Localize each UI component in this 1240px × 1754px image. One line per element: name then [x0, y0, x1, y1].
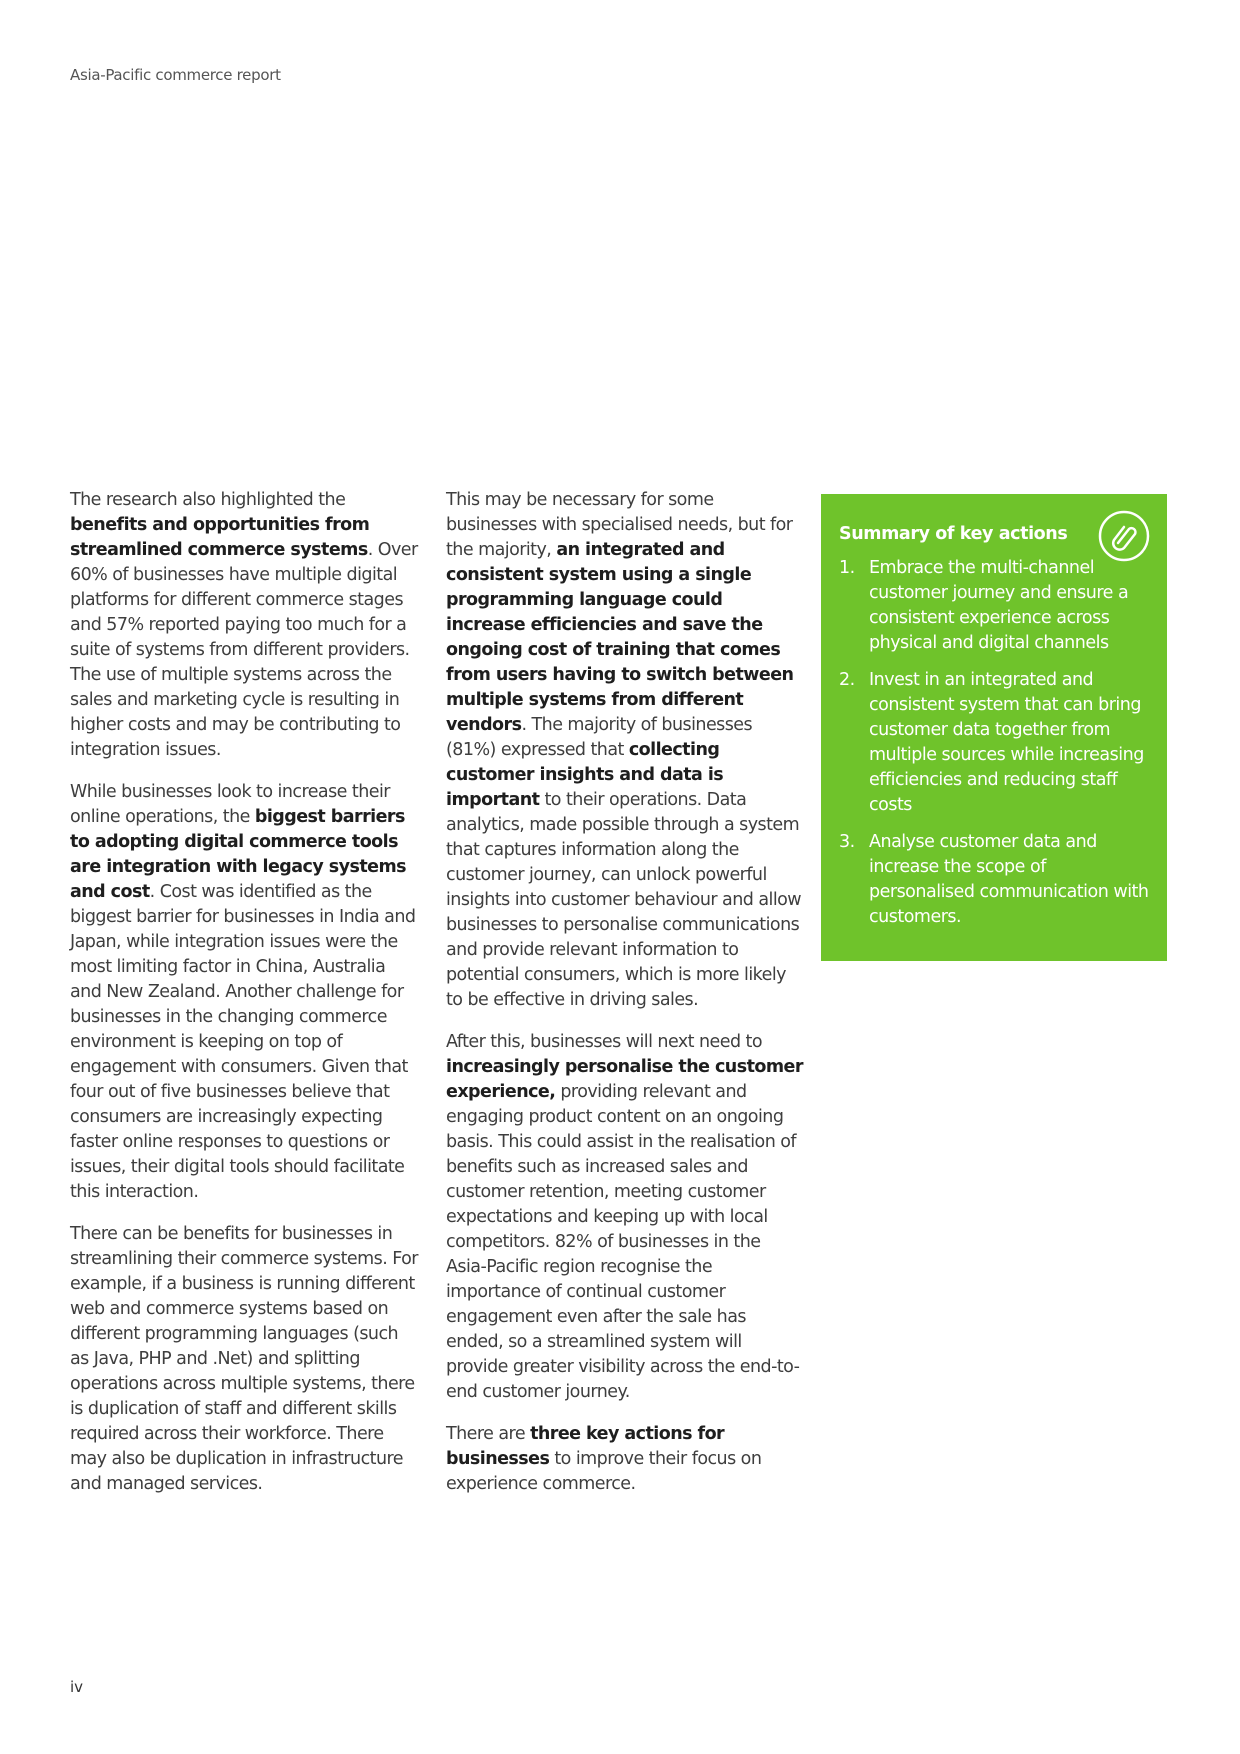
text-run: to improve their focus on experience commerce.	[446, 1449, 762, 1494]
item-text: Embrace the multi-channel customer journey and ensure a consistent experience across physical and digital channels	[869, 558, 1129, 653]
paragraph	[446, 1030, 804, 1405]
list-item	[839, 556, 1149, 656]
bold-text: biggest barriers to adopting digital commerce tools are integration with legacy systems and cost	[70, 807, 407, 902]
paragraph	[70, 780, 420, 1205]
bold-text: benefits and opportunities from streamlined commerce systems	[70, 515, 370, 560]
text-run: . Cost was identified as the biggest barrier for businesses in India and Japan, while integration issues were the most limiting factor in China, Australia and New Zealand. Another challenge for businesses in the changing commerce environment is keeping on top of engagement with consumers. Given that four out of five businesses believe that consumers are increasingly expecting faster online responses to questions or issues, their digital tools should facilitate this interaction.	[70, 882, 416, 1202]
paragraph	[70, 488, 420, 763]
bold-text: an integrated and consistent system using a single programming language could increase efficiencies and save the ongoing cost of training that comes from users having to switch between multiple systems from different vendors	[446, 540, 794, 735]
text-run: This may be necessary for some businesses with specialised needs, but for the majority,	[446, 490, 793, 560]
summary-box	[821, 494, 1167, 961]
item-number: 3.	[839, 832, 855, 852]
list-item	[839, 830, 1149, 930]
report-title: Asia-Pacific commerce report	[70, 66, 281, 84]
summary-title: Summary of key actions	[839, 524, 1068, 544]
item-text: Invest in an integrated and consistent system that can bring customer data together from multiple sources while increasing efficiencies and reducing staff costs	[869, 670, 1144, 815]
text-run: There are	[446, 1424, 531, 1444]
paragraph	[446, 1422, 804, 1497]
paperclip-icon	[1098, 510, 1150, 562]
body-column-middle	[446, 488, 804, 1514]
paragraph	[446, 488, 804, 1013]
bold-text: collecting customer insights and data is important	[446, 740, 724, 810]
text-run: providing relevant and engaging product content on an ongoing basis. This could assist in the realisation of benefits such as increased sales and customer retention, meeting customer expectations and keeping up with local competitors. 82% of businesses in the Asia-Pacific region recognise the importance of continual customer engagement even after the sale has ended, so a streamlined system will provide greater visibility across the end-to-end customer journey.	[446, 1082, 800, 1402]
text-run: . Over 60% of businesses have multiple digital platforms for different commerce stages and 57% reported paying too much for a suite of systems from different providers. The use of multiple systems across the sales and marketing cycle is resulting in higher costs and may be contributing to integration issues.	[70, 540, 418, 760]
item-number: 1.	[839, 558, 855, 578]
item-text: Analyse customer data and increase the scope of personalised communication with customers.	[869, 832, 1149, 927]
text-run: While businesses look to increase their online operations, the	[70, 782, 390, 827]
paragraph	[70, 1222, 420, 1497]
text-run: . The majority of businesses (81%) expressed that	[446, 715, 753, 760]
text-run: After this, businesses will next need to	[446, 1032, 763, 1052]
item-number: 2.	[839, 670, 855, 690]
bold-text: increasingly personalise the customer experience,	[446, 1057, 803, 1102]
list-item	[839, 668, 1149, 818]
bold-text: three key actions for businesses	[446, 1424, 725, 1469]
action-list	[839, 556, 1149, 930]
text-run: to their operations. Data analytics, made possible through a system that captures information along the customer journey, can unlock powerful insights into customer behaviour and allow businesses to personalise communications and provide relevant information to potential consumers, which is more likely to be effective in driving sales.	[446, 790, 802, 1010]
text-run: The research also highlighted the	[70, 490, 346, 510]
page-number: iv	[70, 1678, 84, 1696]
body-column-left	[70, 488, 420, 1514]
text-run: There can be benefits for businesses in streamlining their commerce systems. For example, if a business is running different web and commerce systems based on different programming languages (such as Java, PHP and .Net) and splitting operations across multiple systems, there is duplication of staff and different skills required across their workforce. There may also be duplication in infrastructure and managed services.	[70, 1224, 418, 1494]
